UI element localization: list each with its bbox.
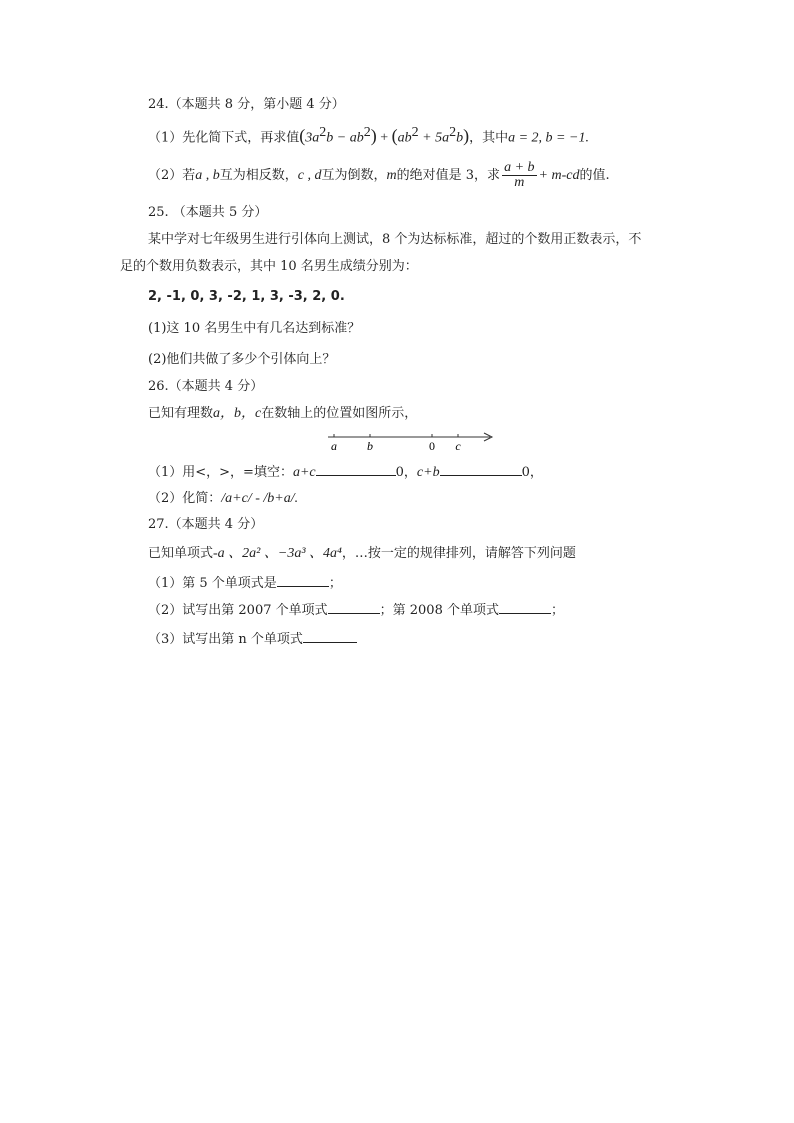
q26-part1 <box>148 463 543 482</box>
q24-p2-numerator: a + b <box>504 160 535 175</box>
q27-p2-b: ；第 2008 个单项式 <box>379 603 499 618</box>
q26-part2 <box>148 490 298 508</box>
q24-p2-cd: c , d <box>297 168 322 183</box>
q25-header: 25. （本题共 5 分） <box>148 205 268 220</box>
q24-p2-ab: a , b <box>195 168 220 183</box>
q24-p2-b: 互为相反数， <box>219 168 298 183</box>
q24-p2-end: 的值. <box>579 168 610 183</box>
q24-p1-where: ，其中 <box>469 130 509 146</box>
q24-p1-term-d: + 5a <box>418 130 450 146</box>
q26-intro-a: 已知有理数 <box>148 406 214 421</box>
label-b: b <box>367 439 373 453</box>
q26-p1-a: （1）用<，>，=填空： <box>148 465 293 480</box>
q27-part2 <box>148 601 564 620</box>
label-a: a <box>331 439 337 453</box>
q24-p2-m: m <box>386 168 397 183</box>
q26-p1-zero1: 0， <box>395 465 417 480</box>
q27-intro-a: 已知单项式 <box>148 546 214 561</box>
q26-intro-b: 在数轴上的位置如图所示， <box>261 406 418 421</box>
q26-intro <box>148 405 417 423</box>
q25-scores: 2, -1, 0, 3, -2, 1, 3, -3, 2, 0. <box>148 289 345 304</box>
q26-p2-expr: /a+c/ - /b+a/. <box>221 491 299 506</box>
q27-p2-a: （2）试写出第 2007 个单项式 <box>148 603 328 618</box>
q26-intro-vars: a，b，c <box>213 406 262 421</box>
q27-intro <box>148 545 576 563</box>
q27-blank3[interactable] <box>499 601 551 614</box>
q27-part1 <box>148 574 342 593</box>
q24-p1-paren-open: ( <box>299 125 306 146</box>
q24-p1-term-a: 3a <box>305 130 320 146</box>
q26-p1-zero2: 0， <box>521 465 543 480</box>
q26-blank2[interactable] <box>440 463 522 476</box>
q24-p2-denominator: m <box>514 175 525 190</box>
q24-p1-term-e: b <box>456 130 464 146</box>
q27-p1-b: ； <box>328 576 342 591</box>
q24-header: 24.（本题共 8 分，第小题 4 分） <box>148 97 345 112</box>
q26-p1-expr2: c+b <box>416 465 440 480</box>
q24-p1-term-c: ab <box>397 130 412 146</box>
label-c: c <box>455 439 461 453</box>
q27-blank1[interactable] <box>277 574 329 587</box>
q24-p2-c: 互为倒数， <box>321 168 387 183</box>
q24-p2-rest: + m-cd <box>538 168 580 183</box>
q26-p1-expr1: a+c <box>292 465 316 480</box>
q26-header: 26.（本题共 4 分） <box>148 379 264 394</box>
q24-p2-a: （2）若 <box>148 168 196 183</box>
q27-p1-a: （1）第 5 个单项式是 <box>148 576 277 591</box>
q27-blank4[interactable] <box>303 630 357 643</box>
number-line <box>322 426 500 454</box>
q25-question1: (1)这 10 名男生中有几名达到标准？ <box>148 321 361 336</box>
label-0: 0 <box>429 439 435 453</box>
q27-blank2[interactable] <box>328 601 380 614</box>
q24-p1-paren-close: ) <box>370 125 377 146</box>
q24-p1-term-b: b − ab <box>326 130 364 146</box>
q24-p2-fraction <box>502 161 536 190</box>
q26-blank1[interactable] <box>316 463 396 476</box>
q24-p1-exp2: 2 <box>363 125 371 140</box>
q27-intro-b: ，…按一定的规律排列，请解答下列问题 <box>341 546 576 561</box>
q25-question2: (2)他们共做了多少个引体向上？ <box>148 352 336 367</box>
q24-part2 <box>148 160 610 192</box>
q27-p2-c: ； <box>550 603 564 618</box>
q27-intro-seq: -a 、2a² 、−3a³ 、4a⁴ <box>213 546 342 561</box>
q24-p1-exp1: 2 <box>319 125 327 140</box>
q25-para-line2: 足的个数用负数表示，其中 10 名男生成绩分别为： <box>120 259 418 274</box>
q27-header: 27.（本题共 4 分） <box>148 517 264 532</box>
q26-p2-a: （2）化简： <box>148 491 222 506</box>
q24-p1-values: a = 2, b = −1. <box>508 130 589 146</box>
q24-p1-label: （1）先化简下式，再求值 <box>148 130 300 146</box>
q27-part3 <box>148 630 357 649</box>
q24-part1: （1）先化简下式，再求值$(3a^2b - ab^2) + (ab^2 + 5a^2b)$，其中a = 2, b = −1. <box>148 125 589 146</box>
q24-p2-d: 的绝对值是 3，求 <box>396 168 501 183</box>
q27-p3-a: （3）试写出第 n 个单项式 <box>148 632 303 647</box>
q25-para-line1: 某中学对七年级男生进行引体向上测试，8 个为达标标准，超过的个数用正数表示，不 <box>148 232 642 247</box>
